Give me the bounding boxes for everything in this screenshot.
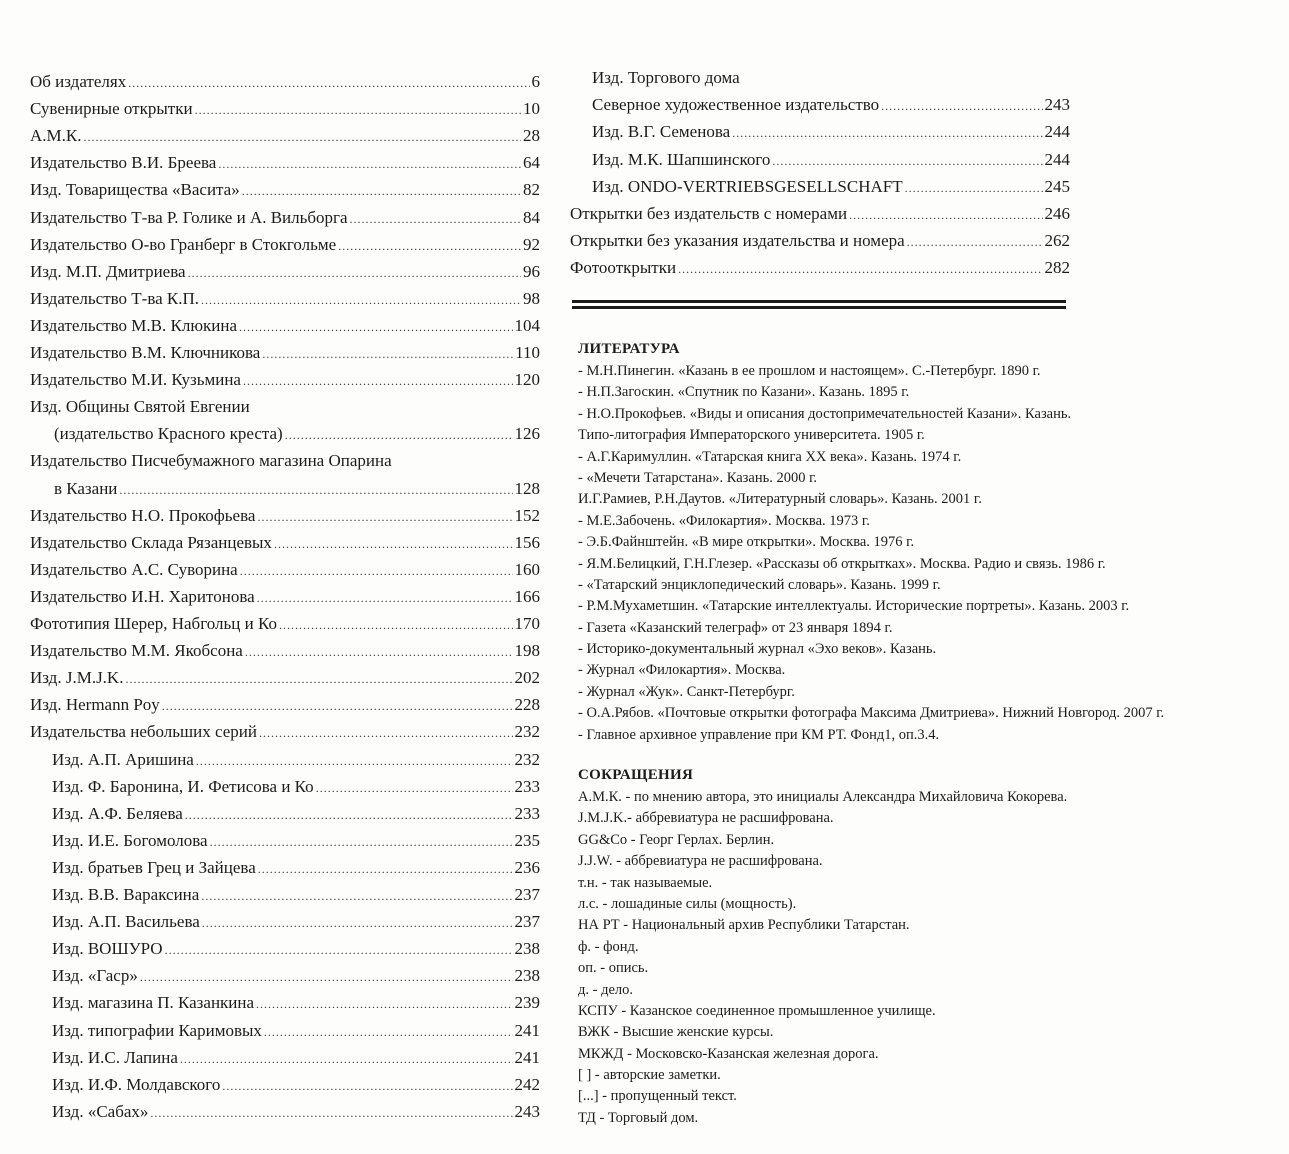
toc-entry-page: 152 [514, 505, 540, 525]
toc-entry-title: Открытки без указания издательства и номера [570, 231, 905, 251]
literature-entry: - Н.П.Загоскин. «Спутник по Казани». Казань. 1895 г. [578, 384, 910, 401]
toc-entry-page: 160 [514, 559, 540, 579]
toc-leader-dots [195, 103, 521, 118]
toc-entry-title: Изд. Ф. Баронина, И. Фетисова и Ко [52, 776, 314, 796]
toc-entry-title: Изд. И.С. Лапина [52, 1047, 178, 1067]
toc-entry-page: 241 [514, 1020, 540, 1040]
toc-entry-page: 262 [1044, 231, 1070, 251]
toc-entry [570, 122, 1070, 149]
toc-entry [570, 95, 1070, 122]
toc-leader-dots [218, 157, 521, 172]
toc-leader-dots [257, 510, 512, 525]
toc-leader-dots [188, 266, 521, 281]
toc-leader-dots [256, 997, 512, 1012]
toc-entry-title: Сувенирные открытки [30, 99, 193, 119]
toc-leader-dots [140, 970, 513, 985]
toc-entry-page: 120 [514, 370, 540, 390]
toc-leader-dots [245, 645, 513, 660]
toc-entry-page: 239 [514, 993, 540, 1013]
toc-entry-title: Изд. Товарищества «Васита» [30, 180, 240, 200]
toc-entry [30, 1075, 540, 1102]
abbreviation-entry: А.М.К. - по мнению автора, это инициалы Александра Михайловича Кокорева. [578, 789, 1068, 805]
toc-entry-page: 6 [531, 72, 540, 91]
toc-entry-title: Изд. В.Г. Семенова [592, 122, 731, 142]
toc-leader-dots [350, 212, 521, 227]
toc-leader-dots [732, 126, 1042, 141]
abbreviations-heading: СОКРАЩЕНИЯ [578, 767, 694, 783]
abbreviation-entry: д. - дело. [578, 981, 634, 998]
toc-entry [30, 343, 540, 370]
toc-leader-dots [185, 808, 513, 823]
toc-entry-title: Издательство М.И. Кузьмина [30, 370, 241, 390]
abbreviation-entry: л.с. - лошадиные силы (мощность). [578, 895, 797, 912]
toc-entry-page: 237 [514, 912, 540, 932]
literature-entry: - «Мечети Татарстана». Казань. 2000 г. [578, 469, 818, 486]
toc-entry-page: 82 [523, 180, 540, 200]
divider-rule-top [572, 300, 1066, 303]
toc-entry [30, 993, 540, 1020]
toc-entry [570, 177, 1070, 204]
divider-rule-bottom [572, 306, 1066, 309]
toc-leader-dots [210, 835, 513, 850]
toc-entry-title: Об издателях [30, 72, 127, 91]
toc-entry-title: Изд. типографии Каримовых [52, 1020, 262, 1040]
toc-entry-title: Изд. Hermann Poy [30, 695, 160, 715]
toc-entry [30, 451, 540, 478]
toc-leader-dots [678, 262, 1042, 277]
toc-entry [570, 258, 1070, 285]
toc-entry [30, 804, 540, 831]
literature-entry: - М.Е.Забочень. «Филокартия». Москва. 1973 г. [578, 512, 870, 529]
toc-entry [30, 614, 540, 641]
toc-entry-title: Издательство М.М. Якобсона [30, 641, 243, 661]
toc-entry [30, 370, 540, 397]
toc-entry [30, 858, 540, 885]
toc-leader-dots [907, 235, 1043, 250]
literature-entry: - Э.Б.Файнштейн. «В мире открытки». Москва. 1976 г. [578, 534, 915, 551]
toc-leader-dots [264, 1025, 513, 1040]
toc-entry [570, 231, 1070, 258]
abbreviation-entry: [ ] - авторские заметки. [578, 1067, 721, 1084]
toc-leader-dots [262, 347, 513, 362]
toc-entry-title: Издательство Н.О. Прокофьева [30, 505, 256, 525]
toc-leader-dots [274, 537, 513, 552]
toc-entry-title: Издательство В.М. Ключникова [30, 343, 261, 362]
toc-entry [30, 587, 540, 614]
toc-entry-page: 84 [523, 207, 540, 227]
toc-entry-title: Издательство О-во Гранберг в Стокгольме [30, 234, 337, 254]
toc-entry-page: 156 [514, 532, 540, 552]
toc-entry-page: 241 [514, 1047, 540, 1067]
toc-entry [30, 479, 540, 506]
toc-leader-dots [119, 483, 512, 498]
toc-entry-title: Издательство А.С. Суворина [30, 559, 238, 579]
toc-entry [30, 99, 540, 126]
toc-entry [30, 262, 540, 289]
toc-entry-page: 128 [514, 478, 540, 498]
abbreviation-entry: НА РТ - Национальный архив Республики Татарстан. [578, 917, 910, 934]
toc-entry-title: Фототипия Шерер, Набгольц и Ко [30, 614, 277, 633]
toc-entry-page: 233 [514, 803, 540, 823]
toc-entry-title: Фотооткрытки [570, 258, 677, 278]
literature-entry: - Главное архивное управление при КМ РТ. Фонд1, оп.3.4. [578, 726, 940, 743]
toc-entry-page: 98 [523, 288, 540, 308]
toc-entry-page: 244 [1044, 122, 1070, 142]
toc-entry-title: (издательство Красного креста) [54, 424, 283, 444]
toc-entry-title: Изд. А.П. Васильева [52, 912, 200, 932]
literature-entry: - Историко-документальный журнал «Эхо веков». Казань. [578, 641, 937, 658]
toc-leader-dots [150, 1106, 512, 1121]
toc-entry-title: Издательство Склада Рязанцевых [30, 532, 272, 552]
toc-entry-title: Северное художественное издательство [592, 95, 880, 115]
toc-entry [30, 885, 540, 912]
toc-entry-page: 244 [1044, 149, 1070, 169]
toc-leader-dots [285, 428, 513, 443]
toc-entry-title: Изд. «Сабах» [52, 1101, 149, 1121]
toc-leader-dots [201, 293, 521, 308]
abbreviation-entry: МКЖД - Московско-Казанская железная дорога. [578, 1045, 879, 1062]
literature-section [578, 341, 1278, 748]
toc-entry-page: 166 [514, 586, 540, 606]
toc-entry-title: Изд. братьев Грец и Зайцева [52, 857, 256, 877]
toc-leader-dots [128, 76, 529, 91]
abbreviations-section [578, 767, 1278, 1131]
toc-entry [30, 72, 540, 99]
toc-entry-title: Изд. А.П. Аришина [52, 749, 194, 769]
toc-entry-title: Изд. J.M.J.K. [30, 668, 124, 688]
toc-entry [30, 1021, 540, 1048]
toc-entry [30, 235, 540, 262]
literature-entry: - М.Н.Пинегин. «Казань в ее прошлом и настоящем». С.-Петербург. 1890 г. [578, 363, 1041, 379]
abbreviation-entry: J.J.W. - аббревиатура не расшифрована. [578, 853, 823, 870]
toc-entry [30, 695, 540, 722]
toc-leader-dots [202, 916, 513, 931]
literature-entry: - О.А.Рябов. «Почтовые открытки фотографа Максима Дмитриева». Нижний Новгород. 2007 г. [578, 705, 1165, 722]
toc-entry [30, 1048, 540, 1075]
toc-entry-title: Издательство И.Н. Харитонова [30, 586, 255, 606]
abbreviation-entry: КСПУ - Казанское соединенное промышленное училище. [578, 1002, 936, 1019]
literature-entry: Типо-литография Императорского университета. 1905 г. [578, 427, 925, 444]
toc-leader-dots [849, 208, 1042, 223]
toc-entry-title: А.М.К. [30, 126, 82, 146]
toc-entry-title: Изд. «Гаср» [52, 966, 138, 986]
toc-entry-page: 170 [514, 614, 540, 633]
toc-entry-title: Издательство Т-ва Р. Голике и А. Вильборга [30, 207, 348, 227]
toc-entry-title: Открытки без издательств с номерами [570, 204, 848, 223]
toc-entry-page: 243 [1044, 95, 1070, 115]
toc-entry [30, 397, 540, 424]
toc-leader-dots [83, 130, 521, 145]
toc-entry-page: 64 [523, 153, 540, 173]
toc-entry [30, 750, 540, 777]
toc-entry-title: Изд. ONDO-VERTRIEBSGESELLSCHAFT [592, 176, 903, 196]
toc-leader-dots [338, 239, 521, 254]
toc-entry [30, 180, 540, 207]
toc-entry-page: 238 [514, 966, 540, 986]
toc-entry [30, 668, 540, 695]
toc-entry-page: 28 [523, 126, 540, 146]
toc-entry-title: Изд. ВОШУРО [52, 939, 163, 959]
toc-entry-title: Издательство Писчебумажного магазина Опарина [30, 451, 392, 471]
toc-leader-dots [279, 618, 513, 633]
abbreviation-entry: [...] - пропущенный текст. [578, 1088, 737, 1105]
toc-entry [570, 204, 1070, 231]
abbreviation-entry: GG&Co - Георг Герлах. Берлин. [578, 831, 775, 848]
literature-entry: - Журнал «Жук». Санкт-Петербург. [578, 683, 795, 700]
toc-leader-dots [240, 564, 513, 579]
toc-entry-page: 236 [514, 857, 540, 877]
toc-entry [30, 533, 540, 560]
toc-entry-page: 96 [523, 261, 540, 281]
literature-heading: ЛИТЕРАТУРА [578, 341, 680, 357]
toc-entry [30, 126, 540, 153]
toc-entry [30, 722, 540, 749]
literature-entry: - Р.М.Мухаметшин. «Татарские интеллектуалы. Исторические портреты». Казань. 2003 г. [578, 598, 1130, 615]
toc-entry [30, 777, 540, 804]
toc-entry-page: 126 [514, 424, 540, 444]
toc-entry-page: 92 [523, 234, 540, 254]
abbreviation-entry: J.M.J.K.- аббревиатура не расшифрована. [578, 810, 834, 827]
toc-entry [30, 1102, 540, 1129]
toc-entry-page: 10 [523, 99, 540, 119]
abbreviation-entry: ф. - фонд. [578, 938, 639, 955]
abbreviation-entry: т.н. - так называемые. [578, 874, 713, 891]
toc-entry [30, 912, 540, 939]
toc-entry-page: 233 [514, 776, 540, 796]
toc-entry-page: 110 [515, 343, 540, 362]
toc-entry-page: 243 [514, 1101, 540, 1121]
toc-entry-title: в Казани [54, 478, 118, 498]
toc-leader-dots [257, 591, 513, 606]
toc-entry-page: 232 [514, 722, 540, 742]
toc-leader-dots [242, 184, 521, 199]
toc-entry [30, 506, 540, 533]
literature-entry: И.Г.Рамиев, Р.Н.Даутов. «Литературный словарь». Казань. 2001 г. [578, 491, 982, 508]
literature-entry: - Н.О.Прокофьев. «Виды и описания достопримечательностей Казани». Казань. [578, 405, 1072, 422]
toc-entry-title: Издательство Т-ва К.П. [30, 288, 200, 308]
toc-entry-title: Изд. Торгового дома [592, 68, 740, 87]
toc-entry-page: 245 [1044, 176, 1070, 196]
toc-entry-title: Изд. магазина П. Казанкина [52, 993, 255, 1013]
literature-entry: - «Татарский энциклопедический словарь». Казань. 1999 г. [578, 576, 941, 593]
abbreviation-entry: оп. - опись. [578, 960, 649, 977]
toc-leader-dots [258, 862, 513, 877]
toc-entry-page: 228 [514, 695, 540, 715]
toc-entry-page: 242 [514, 1074, 540, 1094]
toc-entry [30, 966, 540, 993]
toc-entry [30, 153, 540, 180]
toc-leader-dots [243, 374, 513, 389]
toc-entry [30, 831, 540, 858]
toc-entry [30, 289, 540, 316]
toc-entry-page: 232 [514, 749, 540, 769]
abbreviation-entry: ВЖК - Высшие женские курсы. [578, 1024, 774, 1041]
literature-entry: - Я.М.Белицкий, Г.Н.Глезер. «Рассказы об открытках». Москва. Радио и связь. 1986 г. [578, 555, 1106, 572]
toc-entry-title: Изд. А.Ф. Беляева [52, 803, 183, 823]
toc-entry [30, 560, 540, 587]
toc-entry-page: 238 [514, 939, 540, 959]
toc-entry-title: Издательства небольших серий [30, 722, 257, 742]
toc-entry [30, 208, 540, 235]
toc-entry-page: 246 [1044, 204, 1070, 223]
literature-entry: - А.Г.Каримуллин. «Татарская книга XX века». Казань. 1974 г. [578, 448, 962, 465]
toc-leader-dots [259, 726, 513, 741]
toc-leader-dots [905, 181, 1043, 196]
abbreviation-entry: ТД - Торговый дом. [578, 1109, 699, 1126]
toc-leader-dots [201, 889, 512, 904]
toc-entry [30, 424, 540, 451]
toc-leader-dots [165, 943, 513, 958]
toc-leader-dots [180, 1052, 513, 1067]
toc-entry [570, 150, 1070, 177]
toc-leader-dots [162, 699, 513, 714]
toc-entry-title: Изд. И.Ф. Молдавского [52, 1074, 221, 1094]
toc-leader-dots [239, 320, 512, 335]
toc-entry-title: Изд. М.П. Дмитриева [30, 261, 186, 281]
toc-entry-title: Изд. В.В. Вараксина [52, 885, 200, 904]
toc-entry [30, 641, 540, 668]
toc-entry [30, 316, 540, 343]
toc-leader-dots [772, 154, 1042, 169]
toc-entry-title: Издательство М.В. Клюкина [30, 315, 238, 335]
toc-leader-dots [196, 754, 513, 769]
literature-entry: - Газета «Казанский телеграф» от 23 января 1894 г. [578, 619, 893, 636]
toc-entry-page: 104 [514, 315, 540, 335]
toc-entry-title: Изд. И.Е. Богомолова [52, 830, 208, 850]
toc-entry [570, 68, 1070, 95]
toc-entry-title: Изд. М.К. Шапшинского [592, 149, 771, 169]
toc-leader-dots [316, 781, 513, 796]
toc-leader-dots [881, 99, 1042, 114]
toc-leader-dots [222, 1079, 512, 1094]
toc-leader-dots [125, 672, 512, 687]
toc-entry-page: 237 [514, 885, 540, 904]
toc-entry [30, 939, 540, 966]
toc-entry-title: Изд. Общины Святой Евгении [30, 397, 250, 417]
toc-entry-page: 282 [1044, 258, 1070, 278]
toc-entry-page: 202 [514, 668, 540, 688]
toc-entry-page: 235 [514, 830, 540, 850]
toc-entry-title: Издательство В.И. Бреева [30, 153, 217, 173]
toc-entry-page: 198 [514, 641, 540, 661]
literature-entry: - Журнал «Филокартия». Москва. [578, 662, 786, 679]
